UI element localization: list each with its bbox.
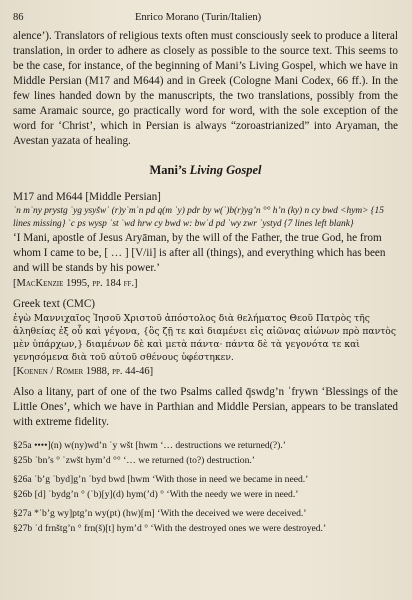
greek-label: Greek text (CMC) (13, 298, 96, 310)
psalm-line (13, 472, 398, 487)
psalm-text: ʿb’g ʿbyd]g’n ʿbyd bwd [hwm ‘With those in need we became in need.’ (34, 474, 309, 485)
page-header (13, 12, 398, 23)
mackenzie-reference: [MacKenzie 1995, pp. 184 ff.] (13, 278, 138, 289)
psalm-text: ʿd frnštg’n ° frn(š)[t] hym’d ° ‘With the destroyed ones we were destroyed.’ (34, 523, 327, 534)
psalm-text: ••••](n) w(ny)wd’n ʿy wšt [hwm ‘… destructions we returned(?).’ (34, 440, 286, 451)
koenen-reference: [Koenen / Römer 1988, pp. 44-46] (13, 366, 154, 377)
psalm-num: §26b (13, 489, 33, 500)
running-head: Enrico Morano (Turin/Italien) (135, 12, 262, 23)
intro-paragraph: alence’). Translators of religious texts often must consciously seek to produce a literal translation, in order to adhere as closely as possible to the source text. This seems to be the case, for instance, of the beginning of Mani’s Living Gospel, which we have in Middle Persian (M17 and M644) and in Greek (Cologne Mani Codex, 66 ff.). In the few lines handed down by the manuscripts, the two translations, possibly from the same Aramaic source, go practically word for word, with the sole exception of the word for ‘Christ’, which in Persian is always “zoroastrianized” into Aryaman, the Avestan yazata of healing. (13, 30, 398, 147)
middle-persian-translation: ‘I Mani, apostle of Jesus Aryāman, by the will of the Father, the true God, he from whom I came to be, [ … ] [V/ii] is after all (things), and everything which has been and will be stands by his power.’ (13, 232, 386, 274)
greek-text: ἐγὼ Μαννιχαῖος Ἰησοῦ Χριστοῦ ἀπόστολος διὰ θελήματος Θεοῦ Πατρὸς τῆς ἀληθείας ἐξ οὗ καὶ γέγονα, {ὃς ζῇ τε καὶ διαμένει εἰς αἰῶνας αἰώνων πρὸ παντὸς μὲν ὑπάρχων,} διαμένων δὲ καὶ μετὰ πάντα· πάντα δὲ τὰ γεγονότα τε καὶ γενησόμενα διὰ τοῦ αὐτοῦ σθένους ὑφέστηκεν. (13, 313, 396, 363)
psalm-num: §27b (13, 523, 33, 534)
psalm-text: ʿbn’s ° ʿzwšt hym’d °° ‘… we returned (to?) destruction.’ (34, 455, 255, 466)
page-number: 86 (13, 12, 24, 23)
psalm-num: §26a (13, 474, 32, 485)
section-title-italic: Living Gospel (189, 163, 262, 177)
psalm-num: §25b (13, 455, 33, 466)
psalm-text: [d] ʿbydg’n ° (ʿb)[y](d) hym(’d) ° ‘With the needy we were in need.’ (34, 489, 299, 500)
psalm-line (13, 438, 398, 453)
middle-persian-transliteration: ʾn mʾny prystg ʿyg ysyšwʿ (r)yʾmʾn pd q(m ʿy) pdr by w(ʾ)b(r)yg’n °° h’n (ky) n cy bwd <hym> {15 lines missing} ʿc ps wysp ʿst ʿwd hrw cy bwd w: bwʾd pd ʿwy zwr ʿystyd {7 lines left blank} (13, 206, 384, 229)
section-title-main: Mani’s (149, 163, 187, 177)
psalm-num: §25a (13, 440, 32, 451)
psalm-num: §27a (13, 508, 32, 519)
psalm-line (13, 487, 398, 502)
section-title (13, 163, 398, 178)
psalm-line (13, 506, 398, 521)
psalm-text: *ʿb’g wy]ptg’n wy(pt) (hw)[m] ‘With the deceived we were deceived.’ (34, 508, 307, 519)
psalm-line (13, 521, 398, 536)
psalm-lines (13, 438, 398, 536)
psalm-line (13, 453, 398, 468)
middle-persian-label: M17 and M644 [Middle Persian] (13, 191, 161, 203)
litany-paragraph: Also a litany, part of one of the two Psalms called q̄swdg’n ʿfrywn ‘Blessings of the Little Ones’, which we have in Parthian and Middle Persian, appears to be translated with extreme fidelity. (13, 386, 398, 428)
